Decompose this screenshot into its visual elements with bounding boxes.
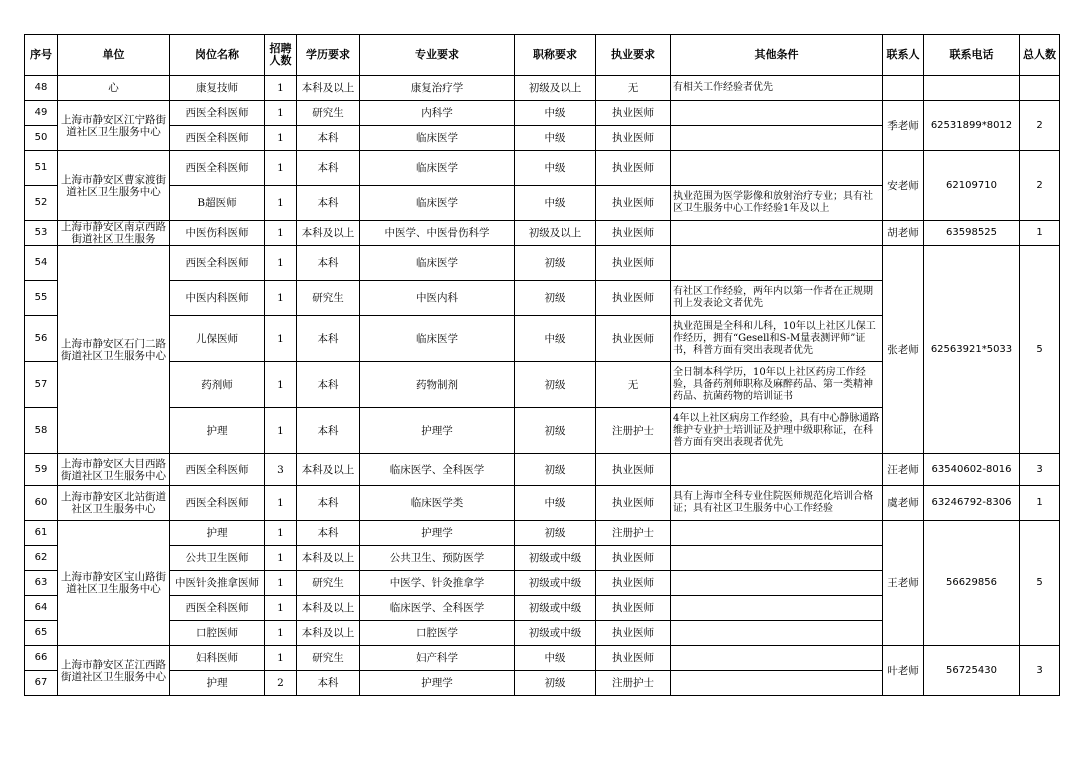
cell-position: 儿保医师 [170,316,265,362]
cell-count: 1 [265,246,297,281]
cell-education: 本科及以上 [297,221,360,246]
cell-phone: 56629856 [924,521,1020,646]
header-license: 执业要求 [596,35,671,76]
header-count: 招聘人数 [265,35,297,76]
cell-position: 康复技师 [170,76,265,101]
cell-major: 临床医学 [360,246,515,281]
cell-seq: 61 [25,521,58,546]
cell-count: 1 [265,362,297,408]
cell-major: 内科学 [360,101,515,126]
cell-total: 3 [1020,646,1060,696]
cell-title: 中级 [515,316,596,362]
cell-title: 中级 [515,151,596,186]
cell-phone: 62531899*8012 [924,101,1020,151]
cell-major: 临床医学、全科医学 [360,454,515,486]
cell-education: 本科 [297,316,360,362]
header-unit: 单位 [58,35,170,76]
cell-education: 本科 [297,186,360,221]
cell-seq: 49 [25,101,58,126]
cell-seq: 63 [25,571,58,596]
cell-license: 执业医师 [596,126,671,151]
cell-title: 初级 [515,521,596,546]
table-row [25,486,1060,521]
cell-title: 初级或中级 [515,571,596,596]
cell-count: 1 [265,646,297,671]
cell-major: 护理学 [360,408,515,454]
cell-license: 执业医师 [596,151,671,186]
cell-major: 药物制剂 [360,362,515,408]
cell-count: 3 [265,454,297,486]
cell-contact: 虞老师 [883,486,924,521]
cell-seq: 55 [25,281,58,316]
cell-total: 1 [1020,221,1060,246]
cell-education: 本科 [297,671,360,696]
recruitment-table [24,34,1060,696]
cell-license: 执业医师 [596,646,671,671]
cell-position: 药剂师 [170,362,265,408]
cell-license: 执业医师 [596,546,671,571]
cell-title: 中级 [515,186,596,221]
cell-seq: 66 [25,646,58,671]
cell-seq: 67 [25,671,58,696]
cell-position: 西医全科医师 [170,596,265,621]
cell-other [671,454,883,486]
cell-position: 中医内科医师 [170,281,265,316]
cell-other [671,546,883,571]
header-position: 岗位名称 [170,35,265,76]
cell-count: 1 [265,76,297,101]
cell-count: 1 [265,486,297,521]
header-education: 学历要求 [297,35,360,76]
cell-major: 妇产科学 [360,646,515,671]
table-row [25,151,1060,186]
table-body [25,76,1060,696]
cell-count: 1 [265,621,297,646]
cell-other: 有相关工作经验者优先 [671,76,883,101]
cell-education: 研究生 [297,281,360,316]
cell-unit: 上海市静安区大目西路街道社区卫生服务中心 [58,454,170,486]
table-row [25,221,1060,246]
cell-phone: 63246792-8306 [924,486,1020,521]
cell-other [671,151,883,186]
cell-license: 注册护士 [596,521,671,546]
cell-education: 本科及以上 [297,454,360,486]
cell-count: 1 [265,186,297,221]
cell-education: 本科及以上 [297,596,360,621]
cell-position: 西医全科医师 [170,101,265,126]
cell-position: 护理 [170,408,265,454]
cell-contact [883,76,924,101]
cell-other [671,221,883,246]
header-other: 其他条件 [671,35,883,76]
cell-license: 执业医师 [596,221,671,246]
cell-education: 研究生 [297,101,360,126]
cell-title: 中级 [515,486,596,521]
cell-title: 初级 [515,671,596,696]
cell-count: 2 [265,671,297,696]
cell-other: 全日制本科学历，10年以上社区药房工作经验，具备药剂师职称及麻醉药品、第一类精神药品、抗菌药物的培训证书 [671,362,883,408]
cell-major: 康复治疗学 [360,76,515,101]
cell-unit: 上海市静安区南京西路街道社区卫生服务 [58,221,170,246]
cell-total: 2 [1020,151,1060,221]
cell-major: 临床医学、全科医学 [360,596,515,621]
cell-license: 执业医师 [596,621,671,646]
cell-title: 初级 [515,454,596,486]
header-total: 总人数 [1020,35,1060,76]
cell-contact: 安老师 [883,151,924,221]
cell-total [1020,76,1060,101]
cell-position: 公共卫生医师 [170,546,265,571]
cell-contact: 胡老师 [883,221,924,246]
cell-education: 本科 [297,151,360,186]
cell-other [671,646,883,671]
cell-seq: 48 [25,76,58,101]
cell-phone [924,76,1020,101]
cell-other: 具有上海市全科专业住院医师规范化培训合格证；具有社区卫生服务中心工作经验 [671,486,883,521]
cell-education: 本科 [297,521,360,546]
cell-education: 本科及以上 [297,546,360,571]
cell-title: 初级及以上 [515,221,596,246]
cell-position: 中医伤科医师 [170,221,265,246]
cell-license: 执业医师 [596,186,671,221]
cell-contact: 汪老师 [883,454,924,486]
cell-unit: 上海市静安区芷江西路街道社区卫生服务中心 [58,646,170,696]
cell-license: 执业医师 [596,101,671,126]
cell-education: 本科 [297,486,360,521]
cell-license: 无 [596,76,671,101]
cell-major: 中医内科 [360,281,515,316]
cell-unit: 上海市静安区宝山路街道社区卫生服务中心 [58,521,170,646]
cell-phone: 62109710 [924,151,1020,221]
cell-seq: 52 [25,186,58,221]
cell-count: 1 [265,281,297,316]
cell-seq: 65 [25,621,58,646]
cell-other [671,521,883,546]
cell-seq: 58 [25,408,58,454]
cell-major: 临床医学 [360,316,515,362]
cell-phone: 56725430 [924,646,1020,696]
cell-position: 妇科医师 [170,646,265,671]
cell-license: 执业医师 [596,571,671,596]
cell-position: 西医全科医师 [170,151,265,186]
cell-contact: 季老师 [883,101,924,151]
cell-unit: 心 [58,76,170,101]
cell-contact: 叶老师 [883,646,924,696]
cell-count: 1 [265,126,297,151]
cell-count: 1 [265,521,297,546]
cell-seq: 50 [25,126,58,151]
cell-seq: 57 [25,362,58,408]
cell-other [671,126,883,151]
cell-unit: 上海市静安区北站街道社区卫生服务中心 [58,486,170,521]
header-title: 职称要求 [515,35,596,76]
cell-education: 本科及以上 [297,621,360,646]
cell-seq: 62 [25,546,58,571]
cell-license: 执业医师 [596,486,671,521]
cell-count: 1 [265,571,297,596]
cell-license: 注册护士 [596,408,671,454]
header-seq: 序号 [25,35,58,76]
table-row [25,521,1060,546]
cell-education: 研究生 [297,646,360,671]
cell-seq: 64 [25,596,58,621]
cell-other [671,101,883,126]
cell-other [671,621,883,646]
cell-education: 本科 [297,246,360,281]
cell-contact: 王老师 [883,521,924,646]
cell-seq: 53 [25,221,58,246]
cell-license: 无 [596,362,671,408]
cell-education: 研究生 [297,571,360,596]
cell-position: 西医全科医师 [170,126,265,151]
cell-title: 初级或中级 [515,596,596,621]
cell-title: 初级及以上 [515,76,596,101]
cell-total: 2 [1020,101,1060,151]
cell-position: B超医师 [170,186,265,221]
cell-phone: 62563921*5033 [924,246,1020,454]
cell-contact: 张老师 [883,246,924,454]
cell-seq: 54 [25,246,58,281]
cell-education: 本科 [297,126,360,151]
cell-major: 中医学、针灸推拿学 [360,571,515,596]
table-row [25,101,1060,126]
cell-seq: 56 [25,316,58,362]
header-major: 专业要求 [360,35,515,76]
cell-unit: 上海市静安区江宁路街道社区卫生服务中心 [58,101,170,151]
cell-count: 1 [265,546,297,571]
cell-major: 护理学 [360,671,515,696]
cell-position: 西医全科医师 [170,246,265,281]
cell-title: 初级 [515,362,596,408]
cell-seq: 60 [25,486,58,521]
cell-other: 有社区工作经验，两年内以第一作者在正规期刊上发表论文者优先 [671,281,883,316]
cell-phone: 63598525 [924,221,1020,246]
cell-count: 1 [265,596,297,621]
cell-major: 中医学、中医骨伤科学 [360,221,515,246]
cell-title: 初级 [515,408,596,454]
table-row [25,76,1060,101]
cell-title: 初级 [515,246,596,281]
header-phone: 联系电话 [924,35,1020,76]
cell-position: 口腔医师 [170,621,265,646]
cell-count: 1 [265,316,297,362]
cell-other [671,571,883,596]
table-row [25,246,1060,281]
cell-title: 初级 [515,281,596,316]
cell-other: 4年以上社区病房工作经验，具有中心静脉通路维护专业护士培训证及护理中级职称证，在科普方面有突出表现者优先 [671,408,883,454]
cell-title: 初级或中级 [515,621,596,646]
cell-major: 公共卫生、预防医学 [360,546,515,571]
cell-position: 护理 [170,521,265,546]
cell-title: 初级或中级 [515,546,596,571]
cell-position: 护理 [170,671,265,696]
cell-count: 1 [265,101,297,126]
cell-count: 1 [265,408,297,454]
cell-position: 西医全科医师 [170,486,265,521]
table-row [25,646,1060,671]
cell-unit: 上海市静安区石门二路街道社区卫生服务中心 [58,246,170,454]
cell-title: 中级 [515,101,596,126]
cell-total: 5 [1020,521,1060,646]
cell-total: 3 [1020,454,1060,486]
cell-other: 执业范围是全科和儿科，10年以上社区儿保工作经历，拥有“Gesell和S-M量表测评师”证书，科普方面有突出表现者优先 [671,316,883,362]
cell-other [671,596,883,621]
cell-license: 执业医师 [596,596,671,621]
cell-seq: 59 [25,454,58,486]
cell-phone: 63540602-8016 [924,454,1020,486]
header-contact: 联系人 [883,35,924,76]
cell-major: 临床医学类 [360,486,515,521]
cell-major: 临床医学 [360,126,515,151]
table-row [25,454,1060,486]
cell-other: 执业范围为医学影像和放射治疗专业；具有社区卫生服务中心工作经验1年及以上 [671,186,883,221]
cell-other [671,671,883,696]
cell-total: 5 [1020,246,1060,454]
cell-license: 执业医师 [596,246,671,281]
header-row [25,35,1060,76]
cell-position: 中医针灸推拿医师 [170,571,265,596]
cell-count: 1 [265,151,297,186]
cell-license: 执业医师 [596,454,671,486]
cell-major: 临床医学 [360,186,515,221]
cell-seq: 51 [25,151,58,186]
cell-total: 1 [1020,486,1060,521]
cell-major: 临床医学 [360,151,515,186]
cell-education: 本科 [297,362,360,408]
cell-position: 西医全科医师 [170,454,265,486]
cell-other [671,246,883,281]
cell-count: 1 [265,221,297,246]
cell-major: 口腔医学 [360,621,515,646]
cell-title: 中级 [515,126,596,151]
cell-license: 注册护士 [596,671,671,696]
cell-education: 本科及以上 [297,76,360,101]
cell-education: 本科 [297,408,360,454]
cell-license: 执业医师 [596,281,671,316]
cell-license: 执业医师 [596,316,671,362]
cell-title: 中级 [515,646,596,671]
cell-major: 护理学 [360,521,515,546]
cell-unit: 上海市静安区曹家渡街道社区卫生服务中心 [58,151,170,221]
